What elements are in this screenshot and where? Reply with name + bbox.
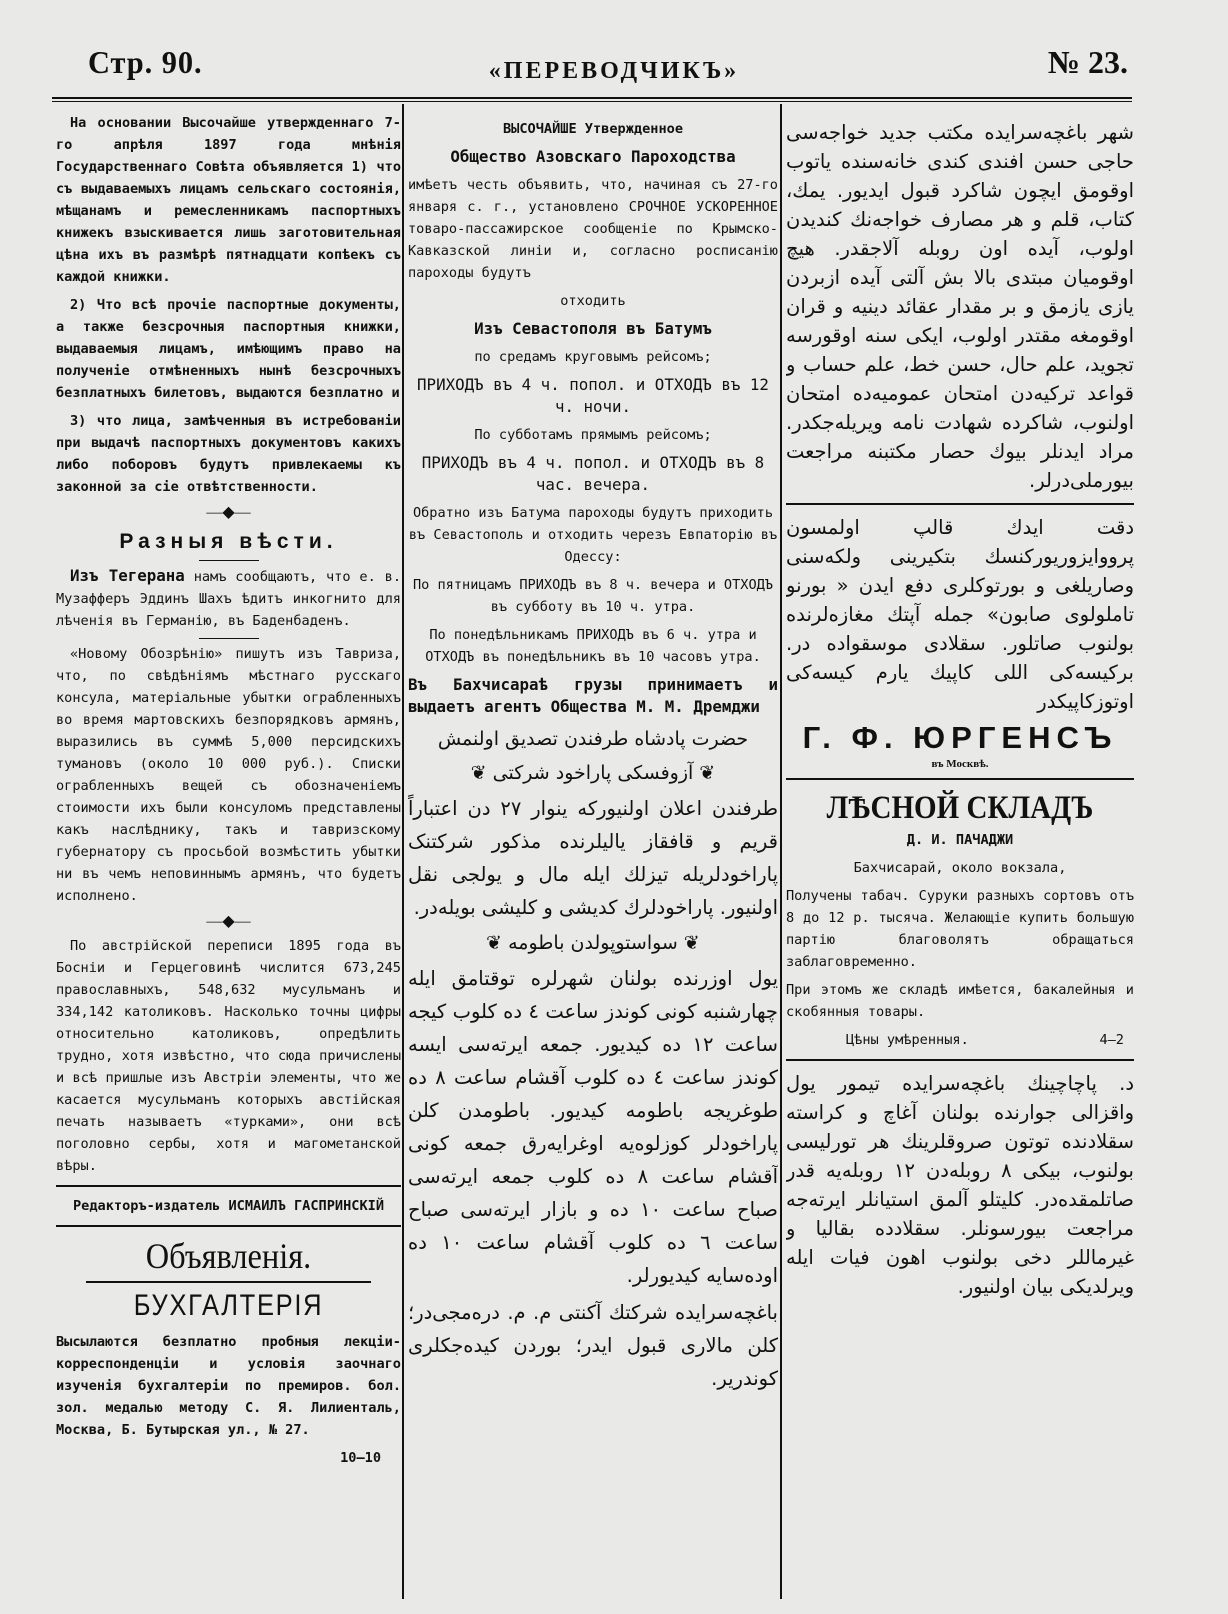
lumber-yard-title: ЛѢСНОЙ СКЛАДЪ [826, 790, 1094, 826]
jurgens-city: въ Москвѣ. [931, 758, 989, 770]
tehran-lead: Изъ Тегерана [70, 566, 185, 585]
ship-route: Изъ Севастополя въ Батумъ [474, 319, 712, 338]
middle-column [408, 112, 778, 1602]
column-divider-right [780, 104, 782, 1599]
issue-number: № 23. [1047, 44, 1128, 80]
ship-agent: Въ Бахчисараѣ грузы принимаетъ и выдаетъ агентъ Общества М. М. Дремджи [408, 675, 778, 716]
news-section-title: Разныя вѣсти. [119, 530, 338, 553]
ship-intro: имѣетъ честь объявить, что, начиная съ 27-го января с. г., установлено СРОЧНОЕ УСКОРЕННОЕ товаро-пассажирское сообщеніе по Крымско-Кавказской линіи и, согласно росписанію пароходы будутъ [408, 177, 778, 281]
soap-ad-rule [786, 778, 1134, 780]
short-divider [199, 638, 259, 639]
arabic-soap-ad: دقت ایدك قالپ اولمسون پرووایزوریورکنسك بتکیرینی ولکه‌سنی وصاریلغی و بورتوکلری دفع ایدن « بورنو تاملولوی صابون» جمله آپتك مغازه‌لرنده بولنوب صاتلور. سقلادی موسقواده در. برکیسه‌کی اللی کاپیك یارم کیسه‌کی اوتوزکاپیکدر [786, 516, 1134, 713]
ship-wednesday: по средамъ круговымъ рейсомъ; [474, 349, 712, 365]
arabic-ship-intro: طرفندن اعلان اولنیورکه ینوار ۲۷ دن اعتباراً قریم و قافقاز یالیلرنده مذکور شرکتنک پاراخودلریله تیزلك ایله مال و یولجی نقل اولنیور. پاراخودلرك کدیشی و کلیشی بویله‌در. [408, 797, 778, 919]
lumber-yard-text: Получены табач. Суруки разныхъ сортовъ отъ 8 до 12 р. тысяча. Желающіе купить большую партію благоволятъ обращаться заблаговременно. [786, 888, 1134, 970]
prices-count: 4—2 [1099, 1032, 1124, 1048]
arabic-ship-route-text: سواستوپولدن باطومه [508, 932, 678, 954]
ornament-divider: —◆— [206, 913, 251, 930]
ship-saturday-times: ПРИХОДЪ въ 4 ч. попол. и ОТХОДЪ въ 8 час. вечера. [421, 453, 765, 494]
ship-monday: По понедѣльникамъ ПРИХОДЪ въ 6 ч. утра и ОТХОДЪ въ понедѣльникъ въ 10 часовъ утра. [425, 627, 761, 665]
tabriz-news: «Новому Обозрѣнію» пишутъ изъ Тавриза, что, по свѣдѣніямъ мѣстнаго русскаго консула, матеріальные убытки ограбленныхъ во время мартовскихъ безпорядковъ армянъ, выразились въ суммѣ 5,000 персидскихъ тумановъ (около 10 000 руб.). Списки ограбленныхъ вещей съ обозначеніемъ стоимости ихъ были консуломъ представлены какъ наслѣднику, такъ и тавризскому губернатору съ просьбой возмѣстить убытки ни въ чемъ неповиннымъ армянъ, что будетъ исполнено. [56, 646, 401, 904]
header-rule-bottom [52, 101, 1132, 102]
lumber-yard-owner: Д. И. ПАЧАДЖИ [906, 832, 1014, 848]
right-column [786, 112, 1134, 1602]
ship-line-1: ВЫСОЧАЙШЕ Утвержденное [502, 121, 684, 137]
left-column [56, 112, 401, 1602]
arabic-ship-route: ❦ سواستوپولدن باطومه ❦ [486, 932, 700, 954]
bookkeeping-text: Высылаются безплатно пробныя лекціи-корреспонденціи и условія заочнаго изученія бухгалтеріи по премиров. бол. зол. медалью методу С. Я. Лилиенталь, Москва, Б. Бутырская ул., № 27. [56, 1334, 401, 1438]
ship-saturday: По субботамъ прямымъ рейсомъ; [474, 427, 712, 443]
passport-paragraph-1: На основании Высочайше утвержденнаго 7-го апрѣля 1897 года мнѣнія Государственнаго Совѣта объявляется 1) что съ выдаваемыхъ лицамъ сельскаго состоянія, мѣщанамъ и ремесленникамъ паспортныхъ книжекъ взыскивается лишь заготовительная цѣна ихъ въ размѣрѣ пятнадцати копѣекъ съ каждой книжки. [56, 115, 401, 285]
editor-line: Редакторъ-издатель ИСМАИЛЪ ГАСПРИНСКІЙ [73, 1198, 384, 1214]
arabic-ship-company-text: آزوفسکی پاراخود شرکتی [492, 762, 694, 784]
arabic-ship-company: ❦ آزوفسکی پاراخود شرکتی ❦ [470, 762, 716, 784]
short-divider [199, 560, 259, 561]
column-divider-left [402, 104, 404, 1599]
arabic-ship-line-1: حضرت پادشاه طرفندن تصدیق اولنمش [437, 728, 749, 750]
ads-rule [56, 1225, 401, 1227]
arabic-school-ad: شهر باغچه‌سرایده مکتب جدید خواجه‌سی حاجی حسن افندی کندی خانه‌سنده یاتوب اوقومق ایچون شاکرد قبول ایدیور. یمك، کتاب، قلم و هر مصارف خواجه‌نك کندیدن اولوب، آیده اون روبله آلاجقدر. هیچ اوقومیان مبتدی بالا بش آلتی آیده ازبردن یازی یازمق و بر مقدار عقائد دینیه و قران اوقومغه مقتدر اولوب، ایکی سنه اوقورسه تجوید، علم حال، حسن خط، علم حساب و قواعد ترکیه‌دن امتحان عمومیه‌ده امتحان اولنوب، شاکرده شهادت نامه ویریله‌جکدر. مراد ایدنلر بیوك حصار مکتبنه مراجعت بیورملی‌درلر. [786, 121, 1134, 492]
tehran-news [56, 565, 401, 632]
lumber-ad-rule [786, 1059, 1134, 1061]
ornament-divider: —◆— [206, 504, 251, 521]
lumber-yard-location: Бахчисарай, около вокзала, [853, 860, 1067, 876]
passport-paragraph-2: 2) Что всѣ прочіе паспортные документы, а также безсрочныя паспортныя книжки, выдаваемыя лицамъ, имѣющимъ право на полученіе отмѣненныхъ нынѣ безсрочныхъ безплатныхъ билетовъ, выдаются безплатно и [56, 297, 401, 401]
lumber-yard-prices [786, 1029, 1134, 1051]
passport-paragraph-3: 3) что лица, замѣченныя въ истребованіи при выдачѣ паспортныхъ документовъ какихъ либо поборовъ будутъ привлекаемы къ законной за сіе отвѣтственности. [56, 413, 401, 495]
page-number: Стр. 90. [88, 44, 203, 80]
arabic-ship-agent: باغچه‌سرایده شرکتك آکنتی م. م. دره‌مجی‌در؛ کلن مالاری قبول ایدر؛ بوردن کیده‌جکلری کوندریر. [408, 1301, 778, 1390]
ship-wednesday-times: ПРИХОДЪ въ 4 ч. попол. и ОТХОДЪ въ 12 ч. ночи. [417, 375, 769, 416]
tehran-text: намъ сообщаютъ, что е. в. Музафферъ Эддинъ Шахъ ѣдитъ инкогнито для лѣченія въ Германію, въ Баденбаденъ. [56, 569, 401, 629]
bookkeeping-title: БУХГАЛТЕРІЯ [133, 1289, 324, 1322]
ship-company: Общество Азовскаго Пароходства [450, 147, 736, 166]
arabic-ship-schedule: یول اوزرنده بولنان شهرلره توقتامق ایله چهارشنبه کونی کوندز ساعت ٤ ده کلوب کیجه ساعت ۱۲ ده کیدیور. جمعه ایرته‌سی ایسه کوندز ساعت ٤ ده کلوب آقشام ساعت ۸ ده طوغریجه باطومه کیدیور. باطومدن کلن پاراخودلر کوزلوه‌یه اوغرایه‌رق جمعه کونی آقشام ساعت ۸ ده کلوب جمعه ایرته‌سی صباح ساعت ۱۰ ده و بازار ایرته‌سی صباح ساعت ٦ ده کلوب آقشام ساعت ۱۰ ده اوده‌سایه کیدیورلر. [408, 967, 778, 1287]
ship-friday: По пятницамъ ПРИХОДЪ въ 8 ч. вечера и ОТХОДЪ въ субботу въ 10 ч. утра. [412, 577, 774, 615]
jurgens-brand: Г. Ф. ЮРГЕНСЪ [802, 720, 1118, 755]
lumber-yard-extra: При этомъ же складѣ имѣется, бакалейныя и скобянныя товары. [786, 982, 1134, 1020]
bookkeeping-count: 10—10 [340, 1450, 381, 1466]
arabic-tobacco-ad: د. پاچاچینك باغچه‌سرایده تیمور یول واقزالی جوارنده بولنان آغاچ و کراسته سقلادنده توتون صروقلرینك هر تورلیسی بولنوب، بیکی ۸ روبله‌دن ۱۲ روبله‌یه قدر صاتلمقده‌در. کلیتلو آلمق استیانلر ایرته‌جه مراجعت بیورسونلر. سقلادده بقالیا و غیرماللر دخی بولنوب اهون فیات ایله ویرلدیکی بیان اولنیور. [786, 1072, 1134, 1298]
editor-rule [56, 1185, 401, 1187]
newspaper-title: «ПЕРЕВОДЧИКЪ» [488, 58, 740, 84]
header-rule-top [52, 97, 1132, 99]
school-ad-rule [786, 503, 1134, 505]
prices-text: Цѣны умѣренныя. [846, 1032, 969, 1048]
ads-title: Объявленія. [145, 1236, 312, 1276]
ads-title-rule [86, 1281, 371, 1283]
census-news: По австрійской переписи 1895 года въ Босніи и Герцеговинѣ числится 673,245 православныхъ, 548,632 мусульманъ и 334,142 католиковъ. Насколько точны цифры относительно католиковъ, опредѣлить трудно, хотя извѣстно, что сюда причислены и всѣ пришлые изъ Австріи элементы, что же касается мусульманъ которыхъ австійская печать называетъ «турками», они всѣ поголовно сербы, хотя и магометанской вѣры. [56, 938, 401, 1174]
ship-return: Обратно изъ Батума пароходы будутъ приходить въ Севастополь и отходить черезъ Евпаторію въ Одессу: [408, 505, 778, 565]
ship-departs: отходить [560, 293, 626, 309]
